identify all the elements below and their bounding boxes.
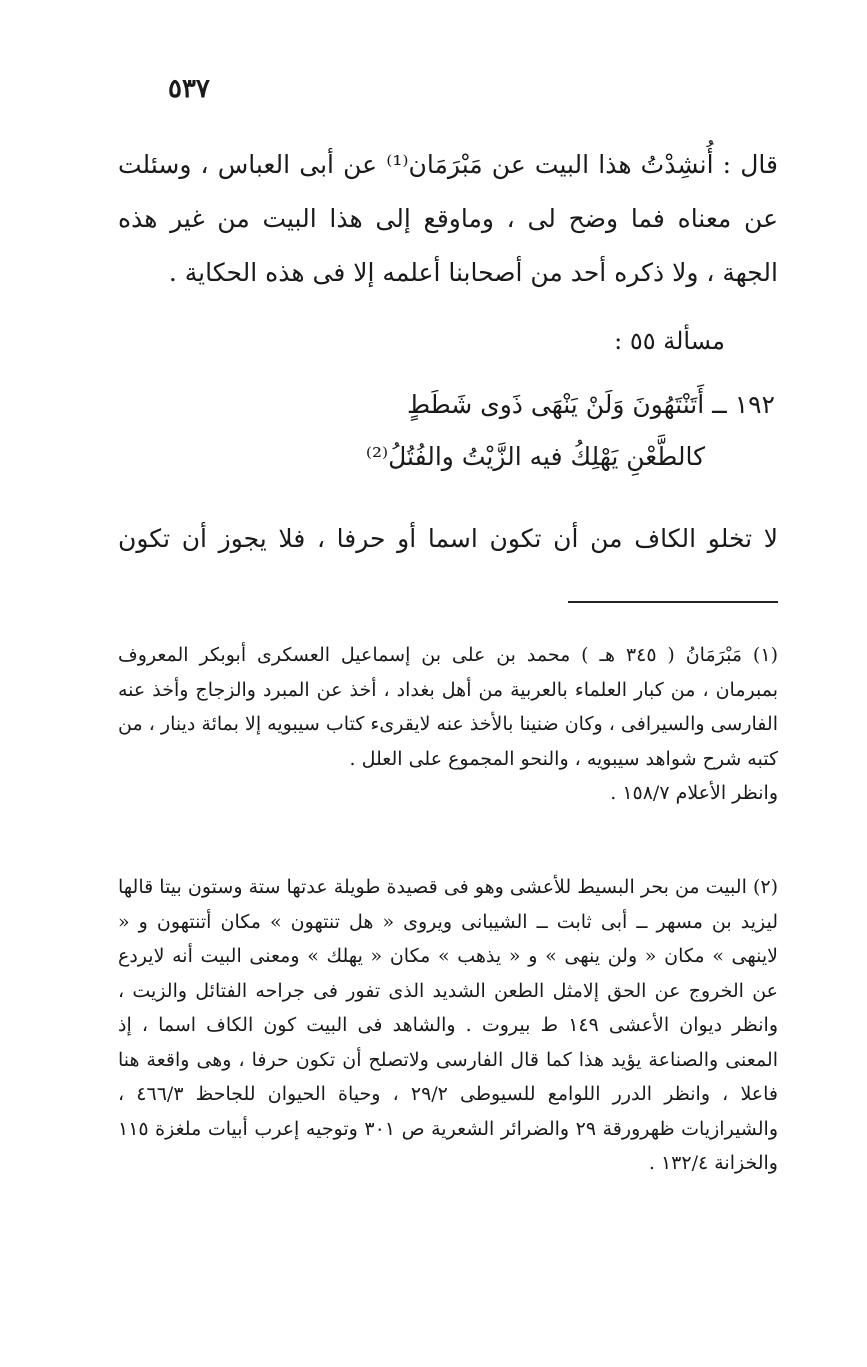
footnote-2-body: (٢) البيت من بحر البسيط للأعشى وهو فى قصيدة طويلة عدتها ستة وستون بيتا قالها ليزيد بن مسهر ــ أبى ثابت ــ الشيبانى ويروى « هل تنتهون » مكان أتنتهون و « لاينهى » مكان « ولن ينهى » و « يذهب » مكان « يهلك » ومعنى البيت أنه لايردع عن الخروج عن الحق إلامثل الطعن الشديد الذى تفور فى جراحه الفتائل والزيت ، وانظر ديوان الأعشى ١٤٩ ط بيروت . والشاهد فى البيت كون الكاف اسما ، إذ المعنى والصناعة يؤيد هذا كما قال الفارسى ولاتصلح أن تكون حرفا ، وهى واقعة هنا فاعلا ، وانظر الدرر اللوامع للسيوطى ٢٩/٢ ، وحياة الحيوان للجاحظ ٤٦٦/٣ ، والشيرازيات ظهرورقة ٢٩ والضرائر الشعرية ص ٣٠١ وتوجيه إعرب أبيات ملغزة ١١٥ والخزانة ١٣٢/٤ . xyxy=(118,876,778,1174)
main-text xyxy=(118,138,778,300)
footnote-separator xyxy=(568,601,778,603)
verse-second-hemistich: كالطَّعْنِ يَهْلِكُ فيه الزَّيْتُ والفُتُلُ⁽²⁾ xyxy=(365,442,705,471)
verse-first-hemistich: ١٩٢ ــ أَتَنْتَهُونَ وَلَنْ يَنْهَى ذَوى شَطَطٍ xyxy=(407,390,775,419)
masala-heading: مسألة ٥٥ : xyxy=(614,327,725,355)
footnote-2 xyxy=(118,870,778,1181)
opening-paragraph: قال : أُنشِدْتُ هذا البيت عن مَبْرَمَان⁽¹⁾ عن أبى العباس ، وسئلت عن معناه فما وضح لى ، وماوقع إلى هذا البيت من غير هذه الجهة ، ولا ذكره أحد من أصحابنا أعلمه إلا فى هذه الحكاية . xyxy=(118,150,778,287)
discussion-paragraph: لا تخلو الكاف من أن تكون اسما أو حرفا ، فلا يجوز أن تكون xyxy=(118,524,778,553)
footnote-1-reference: وانظر الأعلام ١٥٨/٧ . xyxy=(610,782,778,804)
page-number: ٥٣٧ xyxy=(168,74,210,104)
footnote-1-body: (١) مَبْرَمَانُ ( ٣٤٥ هـ ) محمد بن على بن إسماعيل العسكرى أبوبكر المعروف بمبرمان ، من كبار العلماء بالعربية من أهل بغداد ، أخذ عن المبرد والزجاج وأخذ عنه الفارسى والسيرافى ، وكان ضنينا بالأخذ عنه لايقرىء كتاب سيبويه إلا بمائة دينار ، من كتبه شرح شواهد سيبويه ، والنحو المجموع على العلل . xyxy=(118,644,778,770)
footnote-1 xyxy=(118,638,778,811)
